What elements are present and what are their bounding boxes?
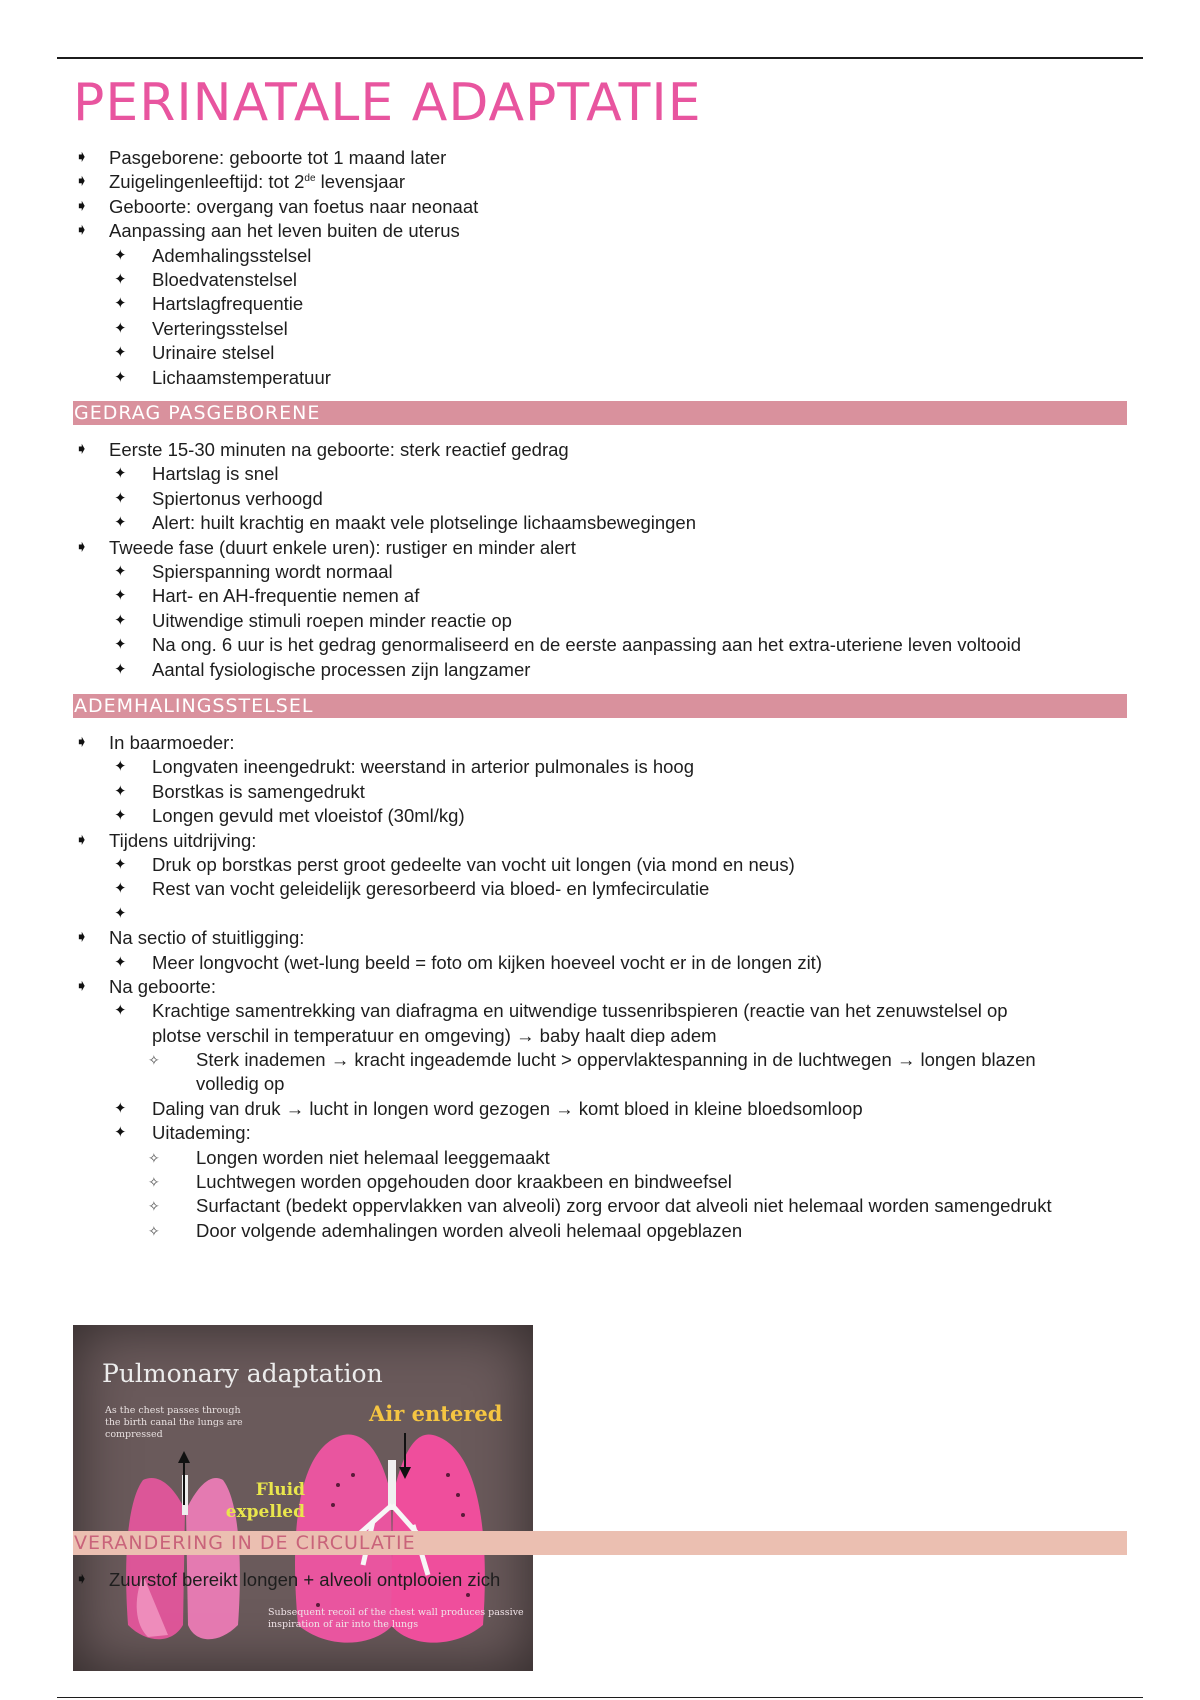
sub-list-item: ✦ Spierspanning wordt normaal (114, 560, 393, 582)
sub-sub-list-item-continuation: volledig op (196, 1073, 285, 1095)
sub-sub-list-item: ✧ Luchtwegen worden opgehouden door kraakbeen en bindweefsel (148, 1171, 732, 1193)
star-bullet-icon: ✦ (114, 855, 127, 873)
star-bullet-icon: ✦ (114, 807, 127, 825)
sub-list-item: ✦ Lichaamstemperatuur (114, 366, 331, 388)
star-bullet-icon: ✦ (114, 758, 127, 776)
sub-list-item: ✦ Druk op borstkas perst groot gedeelte van vocht uit longen (via mond en neus) (114, 853, 795, 875)
sub-list-item: ✦ Ademhalingsstelsel (114, 244, 312, 266)
sub-list-item: ✦ Uitwendige stimuli roepen minder reactie op (114, 609, 512, 631)
section-heading-gedrag: GEDRAG PASGEBORENE (73, 401, 1127, 425)
list-item: ➧ Aanpassing aan het leven buiten de uterus (75, 220, 460, 242)
list-item: ➧ In baarmoeder: (75, 732, 235, 753)
star-bullet-icon: ✦ (114, 611, 127, 629)
star-bullet-icon: ✦ (114, 953, 127, 971)
sub-list-item: ✦ Na ong. 6 uur is het gedrag genormaliseerd en de eerste aanpassing aan het extra-uteriene leven voltooid (114, 634, 1022, 656)
sub-list-item: ✦ Borstkas is samengedrukt (114, 780, 365, 802)
star-bullet-icon: ✦ (114, 782, 127, 800)
star-bullet-icon: ✦ (114, 904, 127, 922)
diamond-bullet-icon: ✧ (148, 1052, 160, 1069)
star-bullet-icon: ✦ (114, 295, 127, 313)
list-item: ➧ Geboorte: overgang van foetus naar neonaat (75, 195, 479, 217)
sub-list-item-empty (0, 902, 1200, 926)
list-item: ➧ Pasgeborene: geboorte tot 1 maand later (75, 147, 447, 168)
page-title: PERINATALE ADAPTATIE (73, 73, 702, 133)
top-rule (57, 57, 1143, 59)
star-bullet-icon: ✦ (114, 465, 127, 483)
sub-list-item: ✦ Krachtige samentrekking van diafragma en uitwendige tussenribspieren (reactie van het zenuwstelsel op (114, 1000, 1008, 1022)
gedrag-list (0, 438, 1200, 682)
arrow-bullet-icon: ➧ (75, 1571, 89, 1588)
list-item: ➧ Zuigelingenleeftijd: tot 2de levensjaar (75, 171, 405, 193)
arrow-bullet-icon: ➧ (75, 831, 89, 849)
sub-list-item: ✦ Verteringsstelsel (114, 317, 288, 339)
diamond-bullet-icon: ✧ (148, 1222, 160, 1239)
sub-sub-list-item: ✧ Sterk inademen → kracht ingeademde lucht > oppervlaktespanning in de luchtwegen → longen blazen (148, 1049, 1036, 1071)
arrow-bullet-icon: ➧ (75, 173, 89, 191)
adem-list (0, 731, 1200, 1243)
arrow-bullet-icon: ➧ (75, 441, 89, 458)
arrow-bullet-icon: ➧ (75, 977, 89, 995)
diamond-bullet-icon: ✧ (148, 1149, 160, 1166)
sub-list-item: ✦ Daling van druk → lucht in longen word gezogen → komt bloed in kleine bloedsomloop (114, 1097, 863, 1119)
figure-title: Pulmonary adaptation (102, 1359, 383, 1388)
star-bullet-icon: ✦ (114, 587, 127, 605)
section-heading-adem: ADEMHALINGSSTELSEL (73, 694, 1127, 718)
bottom-rule (57, 1697, 1143, 1698)
diamond-bullet-icon: ✧ (148, 1174, 160, 1191)
sub-list-item: ✦ Hartslagfrequentie (114, 293, 304, 315)
list-item: ➧ Na geboorte: (75, 975, 216, 997)
figure-note: As the chest passes through the birth canal the lungs are compressed (105, 1405, 243, 1440)
section-heading-circulatie: VERANDERING IN DE CIRCULATIE (73, 1531, 1127, 1555)
star-bullet-icon: ✦ (114, 1002, 127, 1020)
circulatie-list (0, 1568, 1200, 1592)
list-item: ➧ Zuurstof bereikt longen + alveoli ontplooien zich (75, 1569, 501, 1590)
figure-fluid-label: Fluid expelled (225, 1480, 305, 1522)
star-bullet-icon: ✦ (114, 636, 127, 654)
sub-sub-list-item: ✧ Door volgende ademhalingen worden alveoli helemaal opgeblazen (148, 1219, 743, 1241)
sub-list-item: ✦ Urinaire stelsel (114, 342, 275, 364)
sub-list-item: ✦ Aantal fysiologische processen zijn langzamer (114, 658, 531, 680)
diamond-bullet-icon: ✧ (148, 1198, 160, 1215)
sub-list-item: ✦ Hart- en AH-frequentie nemen af (114, 585, 420, 607)
sub-list-item: ✦ Longen gevuld met vloeistof (30ml/kg) (114, 805, 465, 827)
arrow-bullet-icon: ➧ (75, 734, 89, 751)
sub-list-item-continuation: plotse verschil in temperatuur en omgeving) → baby haalt diep adem (152, 1024, 717, 1046)
list-item: ➧ Eerste 15-30 minuten na geboorte: sterk reactief gedrag (75, 439, 569, 460)
sub-list-item: ✦ Hartslag is snel (114, 463, 279, 485)
figure-bottom-caption: Subsequent recoil of the chest wall produces passive inspiration of air into the lungs (268, 1607, 524, 1630)
sub-sub-list-item: ✧ Longen worden niet helemaal leeggemaakt (148, 1146, 550, 1168)
arrow-bullet-icon: ➧ (75, 929, 89, 947)
list-item: ➧ Tijdens uitdrijving: (75, 829, 257, 851)
sub-list-item: ✦ Spiertonus verhoogd (114, 487, 323, 509)
star-bullet-icon: ✦ (114, 344, 127, 362)
sub-list-item: ✦ Longvaten ineengedrukt: weerstand in arterior pulmonales is hoog (114, 756, 694, 778)
star-bullet-icon: ✦ (114, 514, 127, 532)
star-bullet-icon: ✦ (114, 270, 127, 288)
sub-sub-list-item: ✧ Surfactant (bedekt oppervlakken van alveoli) zorg ervoor dat alveoli niet helemaal worden samengedrukt (148, 1195, 1052, 1217)
star-bullet-icon: ✦ (114, 1124, 127, 1142)
sub-list-item: ✦ Bloedvatenstelsel (114, 268, 298, 290)
list-item: ➧ Tweede fase (duurt enkele uren): rustiger en minder alert (75, 536, 576, 558)
arrow-bullet-icon: ➧ (75, 222, 89, 240)
pulmonary-adaptation-figure (73, 1325, 533, 1671)
list-item: ➧ Na sectio of stuitligging: (75, 927, 305, 949)
star-bullet-icon: ✦ (114, 880, 127, 898)
sub-list-item: ✦ Meer longvocht (wet-lung beeld = foto om kijken hoeveel vocht er in de longen zit) (114, 951, 822, 973)
arrow-bullet-icon: ➧ (75, 538, 89, 556)
sub-list-item: ✦ Alert: huilt krachtig en maakt vele plotselinge lichaamsbewegingen (114, 512, 696, 534)
sub-list-item: ✦ Uitademing: (114, 1122, 251, 1144)
star-bullet-icon: ✦ (114, 562, 127, 580)
star-bullet-icon: ✦ (114, 246, 127, 264)
star-bullet-icon: ✦ (114, 1099, 127, 1117)
sub-list-item: ✦ Rest van vocht geleidelijk geresorbeerd via bloed- en lymfecirculatie (114, 878, 710, 900)
star-bullet-icon: ✦ (114, 368, 127, 386)
figure-air-label: Air entered (369, 1401, 503, 1426)
star-bullet-icon: ✦ (114, 319, 127, 337)
star-bullet-icon: ✦ (114, 660, 127, 678)
arrow-bullet-icon: ➧ (75, 149, 89, 166)
intro-list (0, 146, 1200, 390)
arrow-bullet-icon: ➧ (75, 197, 89, 215)
star-bullet-icon: ✦ (114, 489, 127, 507)
